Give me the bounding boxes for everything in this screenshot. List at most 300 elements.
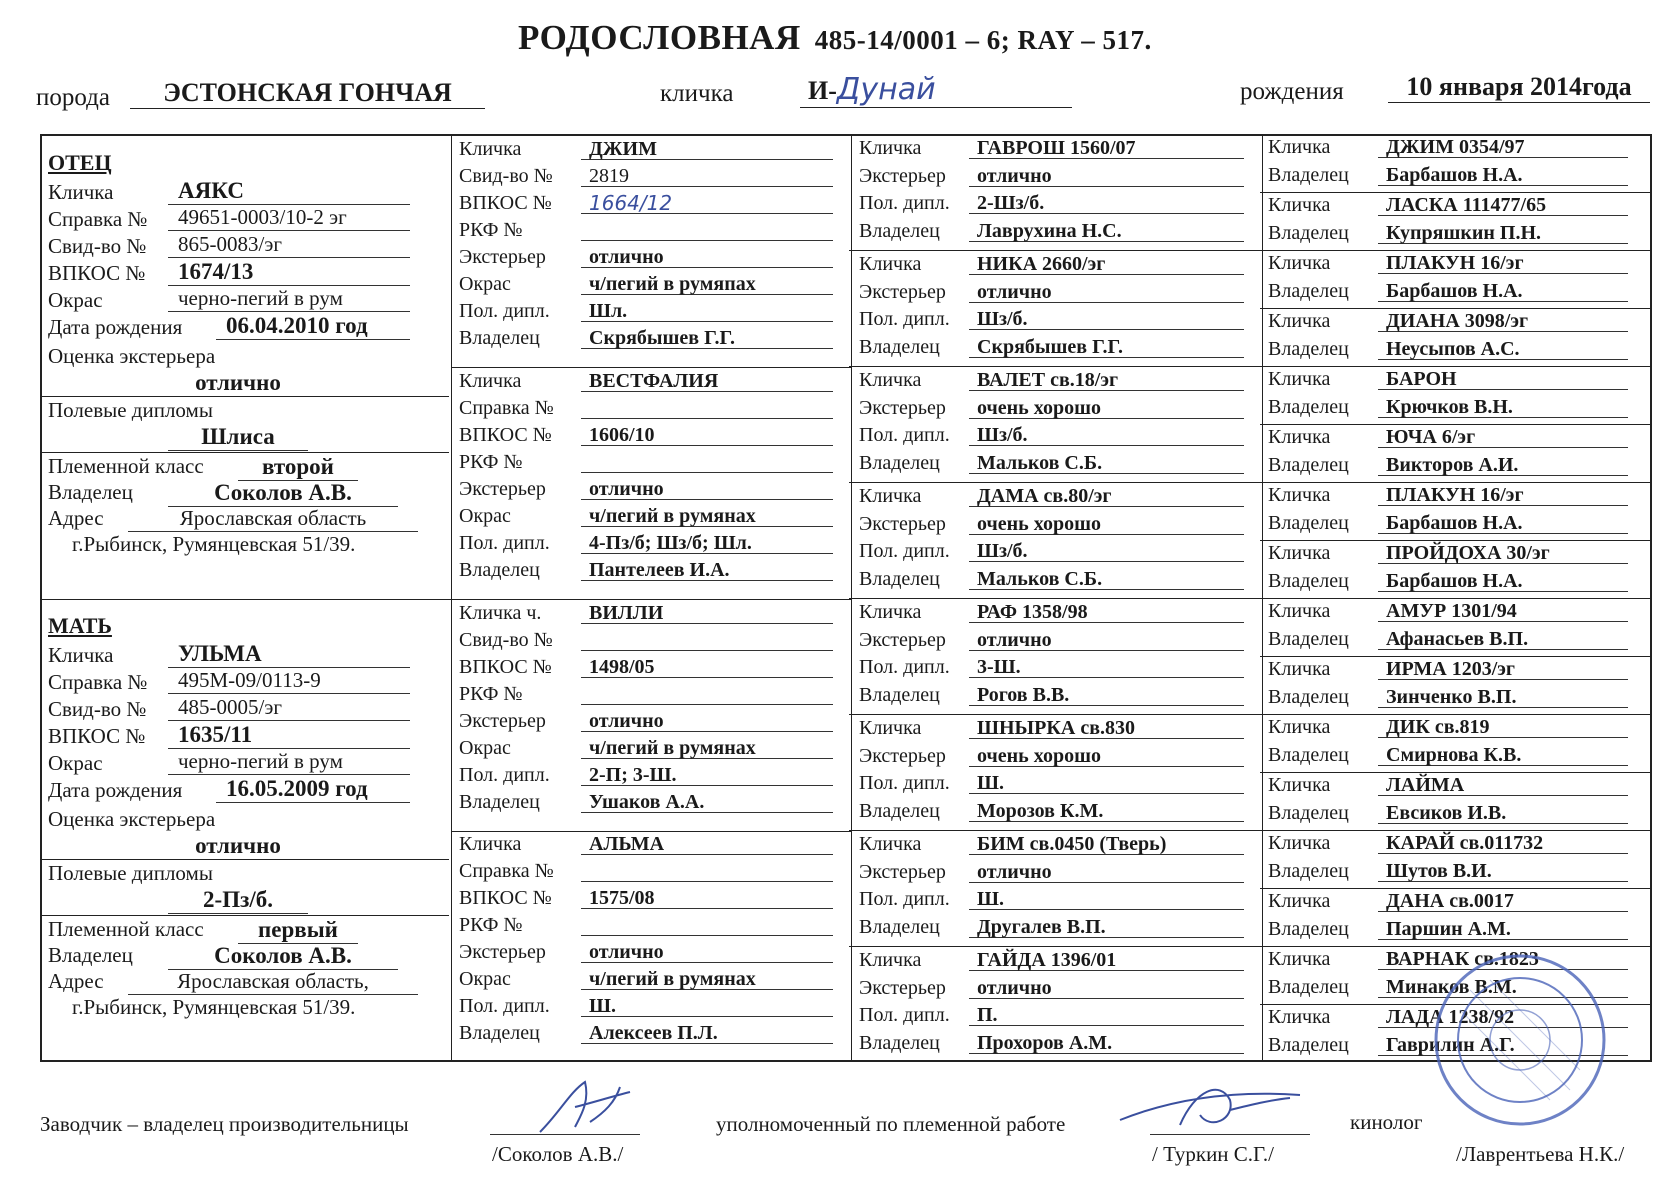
authorized-name: / Туркин С.Г./ (1152, 1142, 1274, 1166)
ancestor-field-value: Афанасьев В.П. (1378, 626, 1628, 650)
grandparent-row (459, 190, 833, 217)
father-field-label: Дата рождения (48, 315, 183, 339)
grandparent-row (459, 163, 833, 190)
ancestor-row (1268, 800, 1628, 827)
mother-address-label: Адрес (48, 969, 104, 993)
ancestor-field-label: Владелец (1268, 222, 1349, 244)
ancestor-row (1268, 858, 1628, 885)
grandparent-field-label: Пол. дипл. (459, 531, 550, 554)
ancestor-field-value: Барбашов Н.А. (1378, 568, 1628, 592)
ancestor-field-label: Кличка (1268, 136, 1331, 158)
great-grandparent-row (859, 654, 1244, 681)
grandparent-row (459, 476, 833, 503)
great-grandparent-field-label: Пол. дипл. (859, 308, 950, 330)
ancestor-field-label: Кличка (1268, 484, 1331, 506)
grandparent-field-value: ч/пегий в румянах (581, 503, 833, 527)
grandparent-field-label: Владелец (459, 1022, 540, 1045)
grandparent-row (459, 762, 833, 789)
mother-address-line2: г.Рыбинск, Румянцевская 51/39. (72, 995, 356, 1019)
ancestor-field-value: Гаврилин А.Г. (1378, 1032, 1628, 1056)
grandparent-field-label: Экстерьер (459, 246, 546, 268)
grandparent-field-value (581, 395, 833, 419)
ancestor-field-value: Барбашов Н.А. (1378, 162, 1628, 186)
great-grandparent-field-value: ШНЫРКА св.830 (969, 715, 1244, 739)
grandparent-field-value: ДЖИМ (581, 136, 833, 160)
mother-field-value: черно-пегий в рум (168, 749, 410, 775)
ancestor-field-value: Барбашов Н.А. (1378, 510, 1628, 534)
mother-field-label: Кличка (48, 643, 114, 667)
mother-class-value: первый (238, 917, 358, 944)
ancestor-field-value: ДИАНА 3098/эг (1378, 308, 1628, 332)
ancestor-field-label: Владелец (1268, 628, 1349, 650)
ancestor-field-value: ИРМА 1203/эг (1378, 656, 1628, 680)
ancestor-field-value: ЛАСКА 111477/65 (1378, 192, 1628, 216)
father-field-value: 06.04.2010 год (216, 313, 410, 340)
father-field-label: Кличка (48, 180, 114, 204)
grandparent-field-value: ВИЛЛИ (581, 600, 833, 624)
great-grandparent-field-value: ГАЙДА 1396/01 (969, 947, 1244, 971)
ancestor-field-label: Кличка (1268, 832, 1331, 854)
ancestor-row (1268, 568, 1628, 595)
ancestor-row (1268, 656, 1628, 683)
ancestor-field-label: Владелец (1268, 976, 1349, 998)
great-grandparent-field-value: отлично (969, 975, 1244, 999)
ancestor-row (1268, 134, 1628, 161)
great-grandparent-field-value: НИКА 2660/эг (969, 251, 1244, 275)
mother-field-value: 1635/11 (168, 722, 410, 749)
cynologist-name: /Лаврентьева Н.К./ (1456, 1142, 1625, 1166)
great-grandparent-row (859, 599, 1244, 626)
grandparent-field-label: Экстерьер (459, 477, 546, 500)
grandparent-field-value: ВЕСТФАЛИЯ (581, 368, 833, 392)
mother-field-value: 495М-09/0113-9 (168, 668, 410, 694)
grandparent-field-label: РКФ № (459, 914, 523, 937)
ancestor-field-label: Кличка (1268, 368, 1331, 390)
document-number: 485-14/0001 – 6; RAY – 517. (814, 25, 1152, 55)
great-grandparent-field-value: Лаврухина Н.С. (969, 218, 1244, 242)
document-title (518, 18, 1152, 58)
ancestor-field-label: Владелец (1268, 918, 1349, 940)
grandparent-field-label: РКФ № (459, 682, 523, 705)
great-grandparent-field-value: Шз/б. (969, 306, 1244, 330)
father-field-value: Шлиса (168, 424, 308, 451)
father-field-value: АЯКС (168, 178, 410, 205)
father-field-label: Свид-во № (48, 234, 147, 258)
ancestor-field-value: Викторов А.И. (1378, 452, 1628, 476)
grandparent-field-value: Алексеев П.Л. (581, 1020, 833, 1044)
great-grandparent-row (859, 306, 1244, 333)
great-grandparent-field-value: ДАМА св.80/эг (969, 483, 1244, 507)
grandparent-row (459, 1020, 833, 1047)
great-grandparent-field-value: Рогов В.В. (969, 682, 1244, 706)
ancestor-row (1268, 162, 1628, 189)
great-grandparent-field-label: Владелец (859, 799, 940, 822)
grandparent-row (459, 325, 833, 352)
father-field-value: 49651-0003/10-2 эг (168, 205, 410, 231)
grandparent-field-label: Экстерьер (459, 709, 546, 732)
ancestor-field-label: Владелец (1268, 1034, 1349, 1056)
ancestor-field-value: ЛАЙМА (1378, 772, 1628, 796)
grandparent-field-label: Владелец (459, 558, 540, 581)
ancestor-field-value: АМУР 1301/94 (1378, 598, 1628, 622)
great-grandparent-field-value: отлично (969, 163, 1244, 187)
breeder-label: Заводчик – владелец производительницы (40, 1112, 409, 1136)
breed-value: ЭСТОНСКАЯ ГОНЧАЯ (130, 78, 485, 109)
grandparent-field-value (581, 912, 833, 936)
grandparent-field-value: АЛЬМА (581, 831, 833, 855)
mother-field-label: Полевые дипломы (48, 861, 213, 885)
grandparent-field-value: 1606/10 (581, 422, 833, 446)
father-heading: ОТЕЦ (48, 150, 112, 175)
grandparent-row (459, 735, 833, 762)
ancestor-field-value: ПРОЙДОХА 30/эг (1378, 540, 1628, 564)
great-grandparent-field-value: П. (969, 1002, 1244, 1026)
great-grandparent-field-value: очень хорошо (969, 511, 1244, 535)
great-grandparent-row (859, 395, 1244, 422)
grandparent-row (459, 530, 833, 557)
ancestor-field-label: Кличка (1268, 252, 1331, 274)
grandparent-field-label: Кличка (459, 369, 522, 392)
great-grandparent-field-label: Экстерьер (859, 512, 946, 535)
father-field-value: 865-0083/эг (168, 232, 410, 258)
ancestor-row (1268, 684, 1628, 711)
father-exterior-label: Оценка экстерьера (48, 344, 216, 368)
ancestor-row (1268, 714, 1628, 741)
great-grandparent-field-label: Экстерьер (859, 280, 946, 303)
ancestor-field-label: Кличка (1268, 1006, 1331, 1028)
ancestor-row (1268, 394, 1628, 421)
ancestor-field-value: ДЖИМ 0354/97 (1378, 134, 1628, 158)
great-grandparent-row (859, 975, 1244, 1002)
great-grandparent-row (859, 831, 1244, 858)
dog-name-value (800, 72, 1072, 108)
great-grandparent-field-value: ГАВРОШ 1560/07 (969, 135, 1244, 159)
birth-label: рождения (1240, 78, 1344, 105)
great-grandparent-field-label: Кличка (859, 717, 922, 739)
grandparent-field-label: Окрас (459, 736, 511, 759)
mother-owner-value: Соколов А.В. (168, 943, 398, 970)
great-grandparent-field-value: отлично (969, 627, 1244, 651)
grandparent-field-value: ч/пегий в румянах (581, 735, 833, 759)
mother-field-label: Окрас (48, 751, 103, 775)
ancestor-row (1268, 482, 1628, 509)
great-grandparent-row (859, 483, 1244, 510)
great-grandparent-field-value: РАФ 1358/98 (969, 599, 1244, 623)
great-grandparent-row (859, 770, 1244, 797)
great-grandparent-row (859, 914, 1244, 941)
father-address-line1: Ярославская область (128, 506, 418, 532)
great-grandparent-row (859, 798, 1244, 825)
mother-field-label: Справка № (48, 670, 148, 694)
grandparent-field-label: ВПКОС № (459, 887, 552, 910)
father-exterior-value: отлично (138, 370, 338, 397)
ancestor-row (1268, 452, 1628, 479)
grandparent-field-label: Кличка (459, 138, 522, 160)
ancestor-row (1268, 830, 1628, 857)
great-grandparent-row (859, 947, 1244, 974)
breeder-name: /Соколов А.В./ (492, 1142, 624, 1166)
ancestor-field-value: ДИК св.819 (1378, 714, 1628, 738)
great-grandparent-row (859, 859, 1244, 886)
great-grandparent-field-label: Кличка (859, 949, 922, 971)
mother-field-label: ВПКОС № (48, 724, 146, 748)
great-grandparent-row (859, 1002, 1244, 1029)
grandparent-field-value: 2819 (581, 163, 833, 187)
mother-block (48, 597, 443, 1057)
grandparent-row (459, 885, 833, 912)
great-grandparent-field-value: Ш. (969, 770, 1244, 794)
mother-address-line1: Ярославская область, (128, 969, 418, 995)
great-grandparent-row (859, 163, 1244, 190)
great-grandparent-field-value: отлично (969, 859, 1244, 883)
great-grandparent-row (859, 511, 1244, 538)
grandparent-field-value: Пантелеев И.А. (581, 557, 833, 581)
grandparent-row (459, 993, 833, 1020)
grandparent-field-label: Окрас (459, 504, 511, 527)
great-grandparent-field-value: Мальков С.Б. (969, 450, 1244, 474)
ancestor-field-value: ЮЧА 6/эг (1378, 424, 1628, 448)
father-owner-value: Соколов А.В. (168, 480, 398, 507)
grandparent-field-label: РКФ № (459, 219, 523, 241)
great-grandparent-field-value: ВАЛЕТ св.18/эг (969, 367, 1244, 391)
great-grandparent-field-label: Пол. дипл. (859, 540, 950, 562)
ancestor-row (1268, 192, 1628, 219)
grandparent-field-value: Ушаков А.А. (581, 789, 833, 813)
ancestor-row (1268, 366, 1628, 393)
great-grandparent-field-label: Экстерьер (859, 744, 946, 767)
ancestor-field-value: Смирнова К.В. (1378, 742, 1628, 766)
dog-name-handwritten: Дунай (836, 72, 936, 107)
great-grandparent-field-label: Пол. дипл. (859, 772, 950, 794)
grandparent-field-value: отлично (581, 476, 833, 500)
great-grandparent-field-label: Кличка (859, 833, 922, 855)
father-block (48, 134, 443, 594)
great-grandparent-field-value: Скрябышев Г.Г. (969, 334, 1244, 358)
birth-value: 10 января 2014года (1388, 72, 1650, 103)
grandparent-row (459, 600, 833, 627)
great-grandparent-field-label: Пол. дипл. (859, 888, 950, 910)
ancestor-field-label: Кличка (1268, 600, 1331, 622)
grandparent-row (459, 244, 833, 271)
great-grandparent-field-value: Шз/б. (969, 422, 1244, 446)
great-grandparent-field-label: Пол. дипл. (859, 424, 950, 446)
grandparent-row (459, 708, 833, 735)
great-grandparent-row (859, 886, 1244, 913)
great-grandparent-row (859, 279, 1244, 306)
great-grandparent-field-label: Пол. дипл. (859, 656, 950, 678)
father-class-value: второй (238, 454, 358, 481)
grandparent-field-value: отлично (581, 244, 833, 268)
mother-field-value: 485-0005/эг (168, 695, 410, 721)
grandparent-field-label: Пол. дипл. (459, 763, 550, 786)
ancestor-field-value: Паршин А.М. (1378, 916, 1628, 940)
grandparent-row (459, 627, 833, 654)
great-grandparent-field-value: 2-Шз/б. (969, 190, 1244, 214)
ancestor-field-label: Владелец (1268, 570, 1349, 592)
father-field-label: Окрас (48, 288, 103, 312)
ancestor-field-value: Купряшкин П.Н. (1378, 220, 1628, 244)
section-line (40, 396, 449, 397)
grandparent-row (459, 503, 833, 530)
great-grandparent-field-label: Экстерьер (859, 860, 946, 883)
grandparent-field-value: 4-Пз/б; Шз/б; Шл. (581, 530, 833, 554)
ancestor-field-label: Кличка (1268, 426, 1331, 448)
ancestor-field-label: Кличка (1268, 948, 1331, 970)
great-grandparent-row (859, 743, 1244, 770)
grandparent-field-label: РКФ № (459, 450, 523, 473)
grandparent-field-value (581, 449, 833, 473)
ancestor-field-label: Владелец (1268, 338, 1349, 360)
great-grandparent-field-value: 3-Ш. (969, 654, 1244, 678)
mother-heading: МАТЬ (48, 613, 112, 638)
great-grandparent-row (859, 218, 1244, 245)
great-grandparent-row (859, 367, 1244, 394)
ancestor-field-value: Шутов В.И. (1378, 858, 1628, 882)
great-grandparent-row (859, 627, 1244, 654)
ancestor-field-value: Крючков В.Н. (1378, 394, 1628, 418)
ancestor-field-label: Владелец (1268, 280, 1349, 302)
ancestor-field-label: Кличка (1268, 890, 1331, 912)
ancestor-field-label: Владелец (1268, 802, 1349, 824)
great-grandparent-field-value: очень хорошо (969, 395, 1244, 419)
father-field-label: ВПКОС № (48, 261, 146, 285)
great-grandparent-field-label: Экстерьер (859, 396, 946, 419)
grandparent-field-label: Экстерьер (459, 941, 546, 964)
great-grandparent-field-value: Другалев В.П. (969, 914, 1244, 938)
grandparent-row (459, 217, 833, 244)
ancestor-field-label: Владелец (1268, 396, 1349, 418)
grandparent-row (459, 966, 833, 993)
grandparent-field-value: Шл. (581, 298, 833, 322)
grandparent-field-value: 1498/05 (581, 654, 833, 678)
great-grandparent-field-label: Кличка (859, 601, 922, 623)
grandparent-field-label: Пол. дипл. (459, 995, 550, 1018)
ancestor-row (1268, 916, 1628, 943)
ancestor-field-label: Кличка (1268, 310, 1331, 332)
ancestor-row (1268, 772, 1628, 799)
ancestor-field-value: Евсиков И.В. (1378, 800, 1628, 824)
ancestor-field-value: Барбашов Н.А. (1378, 278, 1628, 302)
great-grandparent-row (859, 682, 1244, 709)
great-grandparent-field-label: Кличка (859, 137, 922, 159)
ancestor-row (1268, 598, 1628, 625)
ancestor-field-value: Минаков В.М. (1378, 974, 1628, 998)
grandparent-field-value (581, 858, 833, 882)
grandparent-row (459, 449, 833, 476)
great-grandparent-field-label: Владелец (859, 451, 940, 474)
ancestor-field-value: КАРАЙ св.011732 (1378, 830, 1628, 854)
father-field-value: 1674/13 (168, 259, 410, 286)
grandparent-row (459, 912, 833, 939)
ancestor-row (1268, 540, 1628, 567)
grandparent-field-value: ч/пегий в румянах (581, 966, 833, 990)
great-grandparent-field-label: Владелец (859, 219, 940, 242)
grandparent-field-label: Владелец (459, 790, 540, 813)
great-grandparent-field-label: Владелец (859, 567, 940, 590)
grandparent-row (459, 789, 833, 816)
great-grandparent-field-label: Владелец (859, 1031, 940, 1054)
grandparent-field-label: ВПКОС № (459, 423, 552, 446)
grandparent-field-label: Кличка (459, 833, 522, 856)
ancestor-field-value: Зинченко В.П. (1378, 684, 1628, 708)
ancestor-row (1268, 336, 1628, 363)
ancestor-field-label: Владелец (1268, 512, 1349, 534)
grandparent-row (459, 557, 833, 584)
ancestor-field-value: ДАНА св.0017 (1378, 888, 1628, 912)
mother-owner-label: Владелец (48, 943, 133, 967)
mother-field-value: 16.05.2009 год (216, 776, 410, 803)
great-grandparent-field-value: Морозов К.М. (969, 798, 1244, 822)
grandparent-row (459, 681, 833, 708)
grandparent-field-label: Окрас (459, 273, 511, 295)
great-grandparent-row (859, 334, 1244, 361)
dog-name-label: кличка (660, 80, 734, 107)
grandparent-field-value: 1575/08 (581, 885, 833, 909)
mother-field-label: Дата рождения (48, 778, 183, 802)
grandparent-row (459, 298, 833, 325)
mother-field-label: Свид-во № (48, 697, 147, 721)
grandparent-row (459, 858, 833, 885)
great-grandparent-field-value: Мальков С.Б. (969, 566, 1244, 590)
ancestor-row (1268, 888, 1628, 915)
ancestor-field-value: ПЛАКУН 16/эг (1378, 482, 1628, 506)
father-section-line (40, 452, 449, 453)
great-grandparent-row (859, 1030, 1244, 1057)
ancestor-field-label: Кличка (1268, 542, 1331, 564)
great-grandparent-field-value: БИМ св.0450 (Тверь) (969, 831, 1244, 855)
column-divider (451, 136, 452, 1060)
grandparent-field-label: ВПКОС № (459, 192, 552, 214)
mother-section-line (40, 915, 449, 916)
great-grandparent-row (859, 566, 1244, 593)
mother-exterior-value: отлично (138, 833, 338, 860)
father-address-line2: г.Рыбинск, Румянцевская 51/39. (72, 532, 356, 556)
great-grandparent-field-label: Кличка (859, 369, 922, 391)
ancestor-row (1268, 742, 1628, 769)
grandparent-field-label: Окрас (459, 968, 511, 991)
father-field-label: Справка № (48, 207, 148, 231)
ancestor-row (1268, 424, 1628, 451)
grandparent-field-value: Ш. (581, 993, 833, 1017)
title-text: РОДОСЛОВНАЯ (518, 18, 801, 57)
ancestor-row (1268, 308, 1628, 335)
grandparent-field-label: Справка № (459, 860, 554, 883)
great-grandparent-field-label: Владелец (859, 335, 940, 358)
ancestor-field-value: ПЛАКУН 16/эг (1378, 250, 1628, 274)
mother-exterior-label: Оценка экстерьера (48, 807, 216, 831)
ancestor-row (1268, 510, 1628, 537)
ancestor-field-label: Кличка (1268, 774, 1331, 796)
grandparent-field-value (581, 627, 833, 651)
ancestor-row (1268, 220, 1628, 247)
ancestor-field-value: ВАРНАК св.1823 (1378, 946, 1628, 970)
grandparent-field-value: 2-П; 3-Ш. (581, 762, 833, 786)
grandparent-row (459, 395, 833, 422)
grandparent-row (459, 831, 833, 858)
ancestor-field-label: Кличка (1268, 194, 1331, 216)
great-grandparent-row (859, 715, 1244, 742)
great-grandparent-row (859, 422, 1244, 449)
mother-field-value: 2-Пз/б. (168, 887, 308, 914)
grandparent-field-label: Владелец (459, 327, 540, 349)
grandparent-field-value: ч/пегий в румяпах (581, 271, 833, 295)
breeder-signature (530, 1072, 640, 1142)
father-address-label: Адрес (48, 506, 104, 530)
grandparent-row (459, 654, 833, 681)
grandparent-row (459, 422, 833, 449)
ancestor-field-label: Владелец (1268, 744, 1349, 766)
authorized-signature (1110, 1070, 1310, 1140)
